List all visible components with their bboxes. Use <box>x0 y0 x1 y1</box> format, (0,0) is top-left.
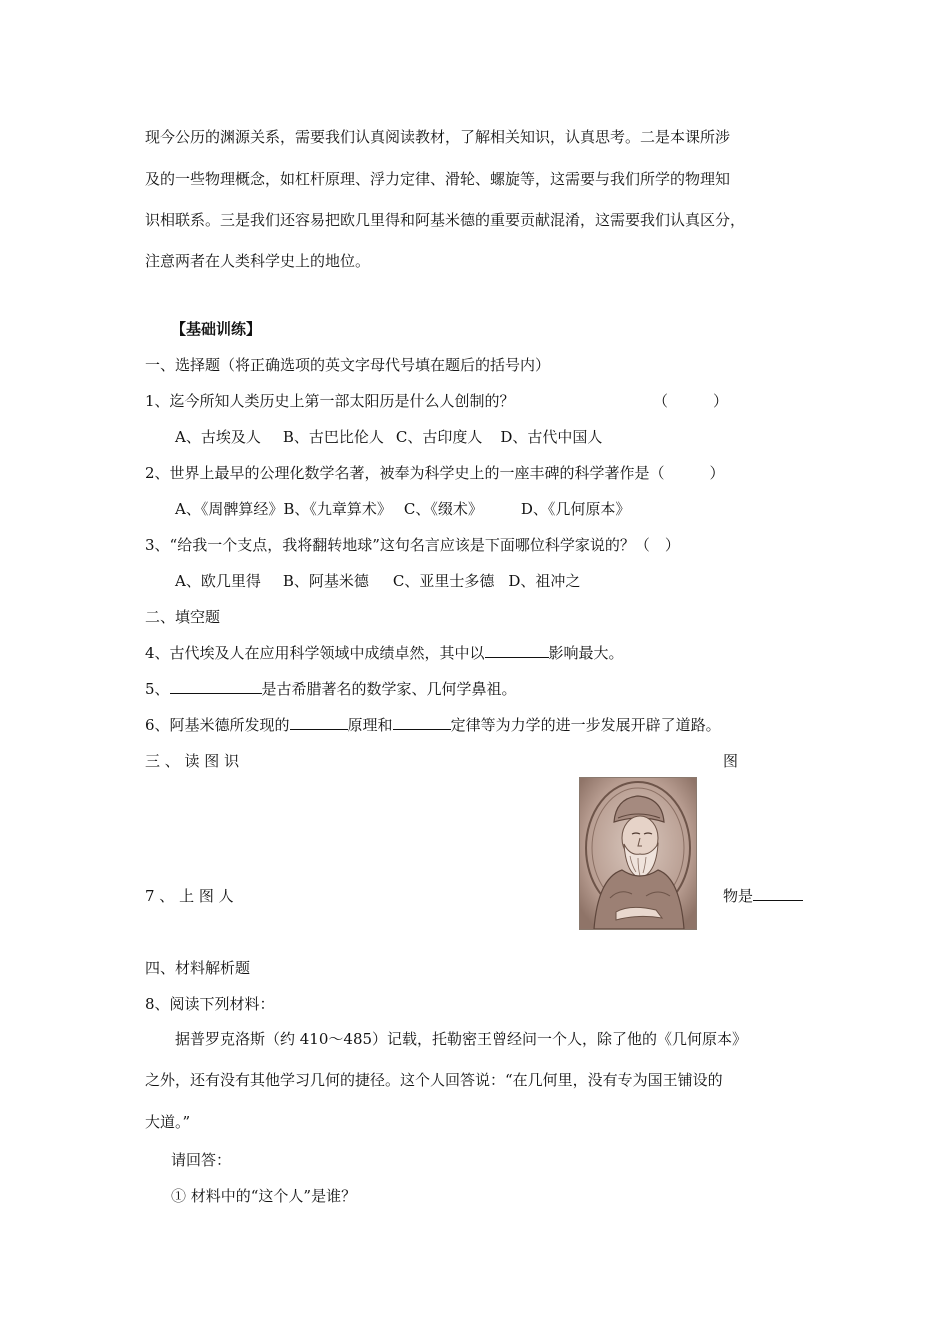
question-5-text-a: 5、 <box>145 680 170 698</box>
answer-blank[interactable] <box>290 715 348 730</box>
option-d: D、古代中国人 <box>500 428 603 446</box>
option-ab: A、《周髀算经》B、《九章算术》 <box>175 500 392 518</box>
part2-title: 二、填空题 <box>145 608 221 626</box>
intro-line-2: 及的一些物理概念，如杠杆原理、浮力定律、滑轮、螺旋等，这需要与我们所学的物理知 <box>145 170 731 188</box>
question-1 <box>145 391 515 411</box>
question-8: 8、阅读下列材料： <box>145 995 275 1013</box>
option-b: B、阿基米德 <box>282 572 369 590</box>
answer-blank[interactable] <box>753 886 803 901</box>
question-6-text-a: 6、阿基米德所发现的 <box>145 716 290 734</box>
intro-line-3: 识相联系。三是我们还容易把欧几里得和阿基米德的重要贡献混淆，这需要我们认真区分， <box>145 211 746 229</box>
question-6-text-c: 定律等为力学的进一步发展开辟了道路。 <box>450 716 721 734</box>
option-c: C、亚里士多德 <box>392 572 495 590</box>
section-title: 【基础训练】 <box>171 320 262 338</box>
option-a: A、古埃及人 <box>175 428 261 446</box>
question-3: 3、“给我一个支点，我将翻转地球”这句名言应该是下面哪位科学家说的？（ ） <box>145 536 680 554</box>
answer-blank[interactable] <box>485 643 549 658</box>
question-6-text-b: 原理和 <box>347 716 393 734</box>
question-7-text-b: 物是 <box>723 887 754 905</box>
option-b: B、古巴比伦人 <box>282 428 384 446</box>
option-d: D、祖冲之 <box>508 572 581 590</box>
material-line-3: 大道。” <box>145 1113 191 1131</box>
option-a: A、欧几里得 <box>175 572 261 590</box>
question-3-options <box>175 571 580 591</box>
part4-title: 四、材料解析题 <box>145 959 251 977</box>
part3-title-right: 图 <box>723 752 739 770</box>
question-7: 7 、 上 图 人 <box>145 887 234 905</box>
intro-line-4: 注意两者在人类科学史上的地位。 <box>145 252 371 270</box>
part3-title: 三 、 读 图 识 <box>145 752 240 770</box>
question-1-options <box>175 427 602 447</box>
question-1-text: 1、迄今所知人类历史上第一部太阳历是什么人创制的？ <box>145 392 515 410</box>
intro-line-1: 现今公历的渊源关系，需要我们认真阅读教材，了解相关知识，认真思考。二是本课所涉 <box>145 128 731 146</box>
question-5-text-b: 是古希腊著名的数学家、几何学鼻祖。 <box>261 680 517 698</box>
question-2-options <box>175 499 630 519</box>
question-4 <box>145 643 624 663</box>
question-1-answer-paren: （ ） <box>653 392 729 410</box>
question-7-right <box>723 886 803 906</box>
option-d: D、《几何原本》 <box>520 500 631 518</box>
option-c: C、古印度人 <box>395 428 483 446</box>
question-2: 2、世界上最早的公理化数学名著，被奉为科学史上的一座丰碑的科学著作是（ ） <box>145 464 725 482</box>
answer-prompt: 请回答： <box>171 1151 232 1169</box>
question-4-text-b: 影响最大。 <box>548 644 624 662</box>
question-6 <box>145 715 721 735</box>
sub-question-1: ① 材料中的“这个人”是谁？ <box>171 1187 357 1205</box>
answer-blank[interactable] <box>170 679 262 694</box>
question-5 <box>145 679 517 699</box>
material-line-1: 据普罗克洛斯（约 410～485）记载，托勒密王曾经问一个人，除了他的《几何原本》 <box>175 1030 748 1048</box>
euclid-portrait <box>579 777 697 930</box>
option-c: C、《缀术》 <box>403 500 483 518</box>
part1-title: 一、选择题（将正确选项的英文字母代号填在题后的括号内） <box>145 356 551 374</box>
material-line-2: 之外，还有没有其他学习几何的捷径。这个人回答说：“在几何里，没有专为国王铺设的 <box>145 1071 723 1089</box>
question-4-text-a: 4、古代埃及人在应用科学领域中成绩卓然，其中以 <box>145 644 485 662</box>
answer-blank[interactable] <box>393 715 451 730</box>
